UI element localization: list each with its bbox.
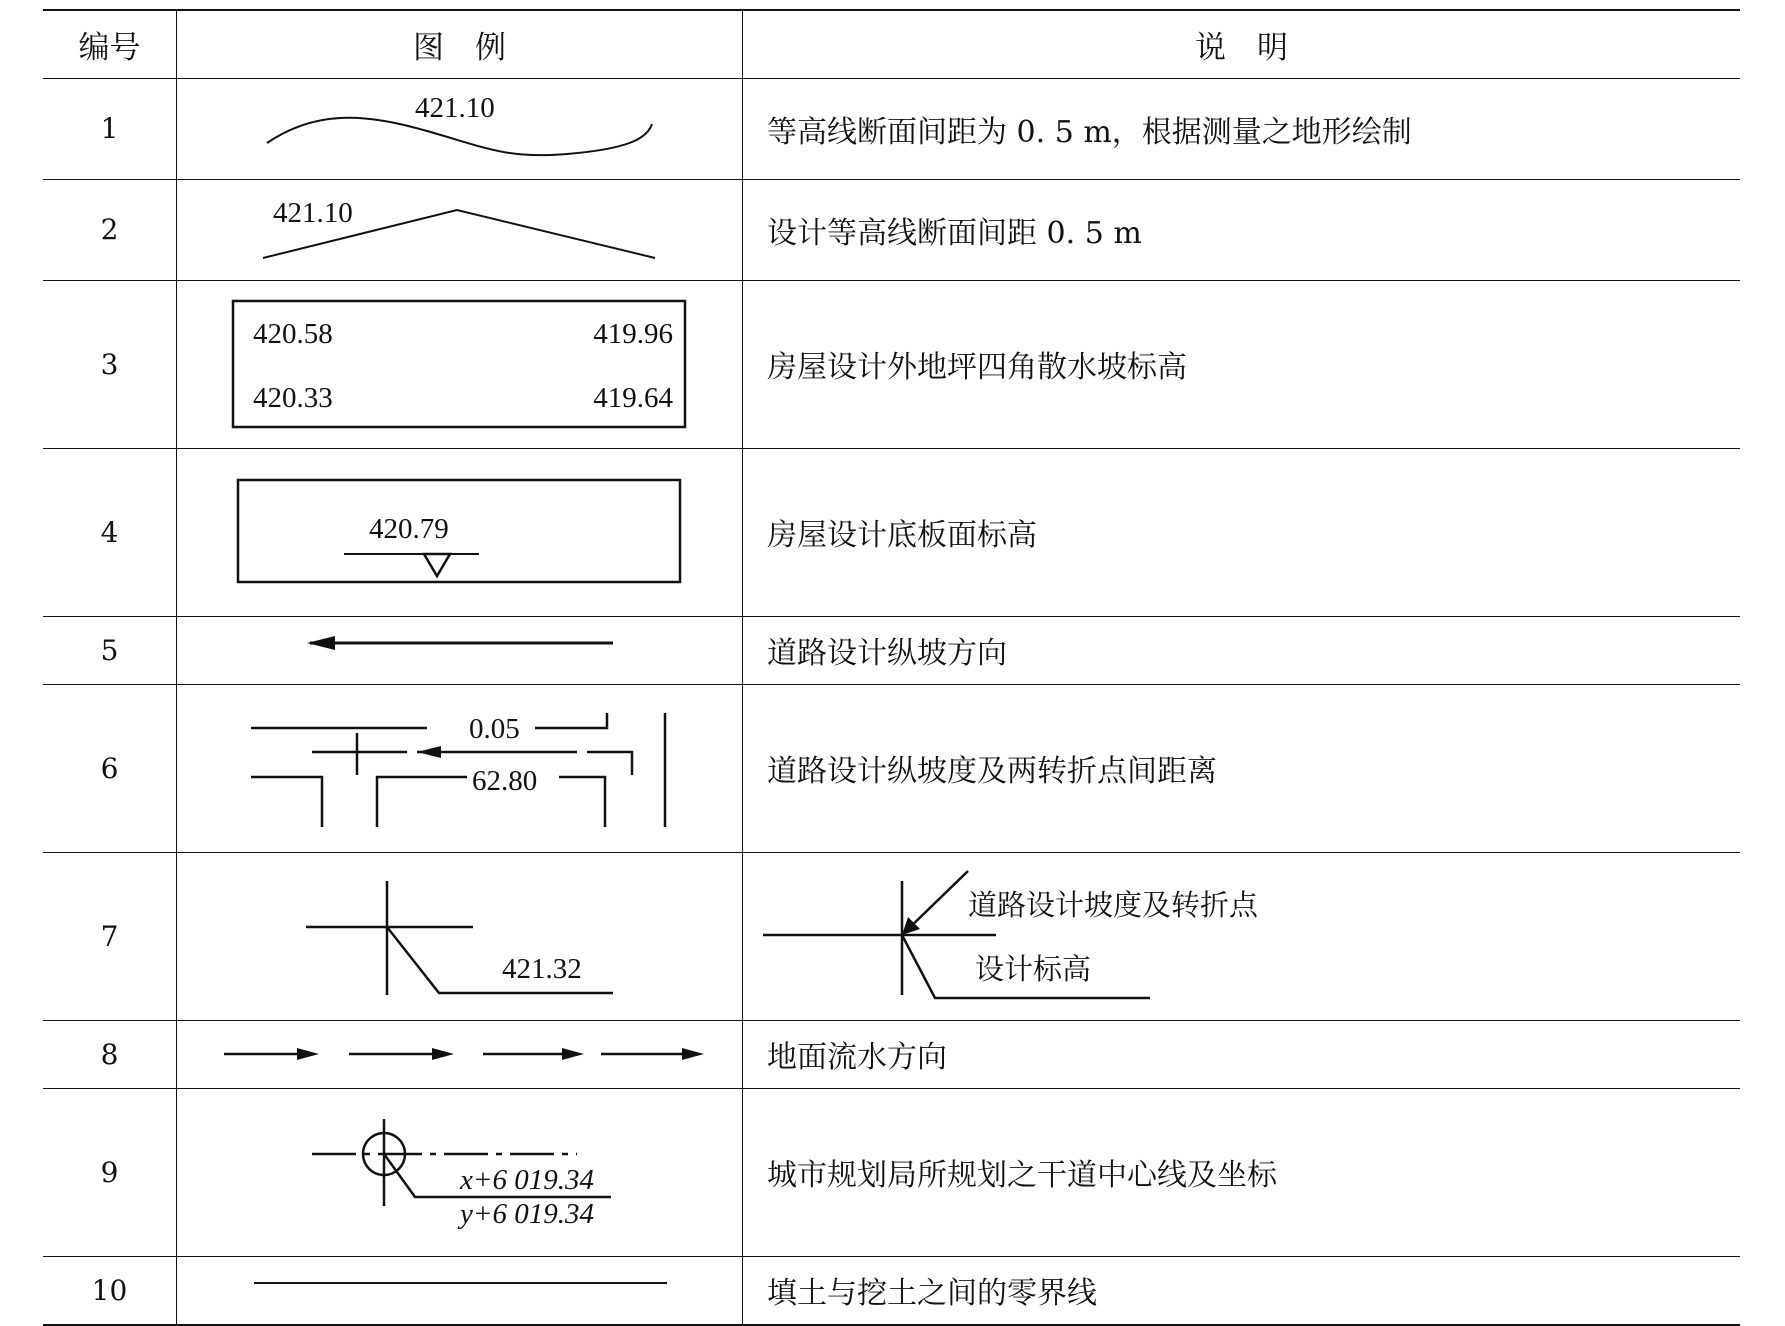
elevation-top-right: 419.96 <box>593 317 673 350</box>
table-row <box>43 1256 1740 1325</box>
legend-cell <box>177 1088 743 1256</box>
row-number: 1 <box>43 78 177 179</box>
road-slope-distance-symbol <box>177 685 742 852</box>
legend-table <box>43 9 1740 1326</box>
row-description: 房屋设计底板面标高 <box>767 518 1037 553</box>
arrow-right-icon <box>432 1048 454 1060</box>
table-header-row <box>43 10 1740 78</box>
header-legend: 图 例 <box>177 10 743 78</box>
legend-cell <box>177 448 743 616</box>
turning-point-explanation-diagram <box>743 853 1738 1020</box>
row-number: 8 <box>43 1020 177 1088</box>
legend-cell <box>177 1020 743 1088</box>
design-contour-label: 421.10 <box>273 196 353 229</box>
road-slope-lines <box>251 713 665 827</box>
elevation-triangle-icon <box>424 554 450 576</box>
table-row <box>43 448 1740 616</box>
contour-line-symbol <box>177 79 742 179</box>
row-description: 地面流水方向 <box>767 1040 947 1075</box>
elevation-top-left: 420.58 <box>253 317 333 350</box>
slope-value: 0.05 <box>469 712 520 745</box>
row-description: 道路设计纵坡方向 <box>767 636 1007 671</box>
row-number: 2 <box>43 179 177 280</box>
legend-cell <box>177 684 743 852</box>
row-number: 5 <box>43 616 177 684</box>
arrow-right-icon <box>562 1048 584 1060</box>
row-description: 填土与挖土之间的零界线 <box>767 1276 1097 1311</box>
road-slope-direction-symbol <box>177 617 742 684</box>
legend-cell <box>177 179 743 280</box>
design-contour-symbol <box>177 180 742 280</box>
table-row <box>43 852 1740 1020</box>
elevation-bottom-right: 419.64 <box>593 381 673 414</box>
row-description: 设计等高线断面间距 0. 5 m <box>767 215 1142 251</box>
distance-value: 62.80 <box>472 764 538 797</box>
building-outline <box>238 480 680 582</box>
row-number: 4 <box>43 448 177 616</box>
floor-elevation-label: 420.79 <box>369 512 449 545</box>
table-row <box>43 78 1740 179</box>
legend-cell <box>177 78 743 179</box>
x-coordinate: x+6 019.34 <box>460 1163 594 1196</box>
y-coordinate: y+6 019.34 <box>460 1197 594 1230</box>
surface-water-flow-symbol <box>177 1021 742 1088</box>
row-number: 3 <box>43 280 177 448</box>
row-number: 10 <box>43 1256 177 1325</box>
header-number: 编号 <box>43 10 177 78</box>
slope-turning-point-symbol <box>177 853 742 1020</box>
row-number: 9 <box>43 1088 177 1256</box>
table-row <box>43 280 1740 448</box>
building-corner-elevation-symbol <box>177 281 742 448</box>
legend-cell <box>177 616 743 684</box>
contour-label: 421.10 <box>415 91 495 124</box>
row-number: 7 <box>43 852 177 1020</box>
elevation-bottom-left: 420.33 <box>253 381 333 414</box>
row-description: 城市规划局所规划之干道中心线及坐标 <box>767 1158 1277 1193</box>
legend-cell <box>177 1256 743 1325</box>
row-description: 等高线断面间距为 0. 5 m，根据测量之地形绘制 <box>767 114 1412 150</box>
trunk-road-centerline-symbol <box>177 1089 742 1256</box>
description-diagram-cell <box>743 852 1741 1020</box>
table-row <box>43 1020 1740 1088</box>
arrow-right-icon <box>297 1048 319 1060</box>
floor-elevation-symbol <box>177 449 742 616</box>
arrow-right-icon <box>682 1048 704 1060</box>
header-description: 说 明 <box>743 10 1741 78</box>
table-row <box>43 179 1740 280</box>
row-description: 道路设计纵坡度及两转折点间距离 <box>767 754 1217 789</box>
table-row <box>43 1088 1740 1256</box>
legend-cell <box>177 280 743 448</box>
arrow-left-icon <box>417 746 441 758</box>
row-number: 6 <box>43 684 177 852</box>
table-row <box>43 616 1740 684</box>
slope-point-label: 道路设计坡度及转折点 <box>968 887 1259 922</box>
cut-fill-zero-line-symbol <box>177 1257 742 1324</box>
arrow-left-icon <box>307 636 335 650</box>
table-row <box>43 684 1740 852</box>
design-elevation-label: 设计标高 <box>975 951 1092 986</box>
design-elevation-value: 421.32 <box>502 952 582 985</box>
legend-cell <box>177 852 743 1020</box>
row-description: 房屋设计外地坪四角散水坡标高 <box>767 350 1187 385</box>
